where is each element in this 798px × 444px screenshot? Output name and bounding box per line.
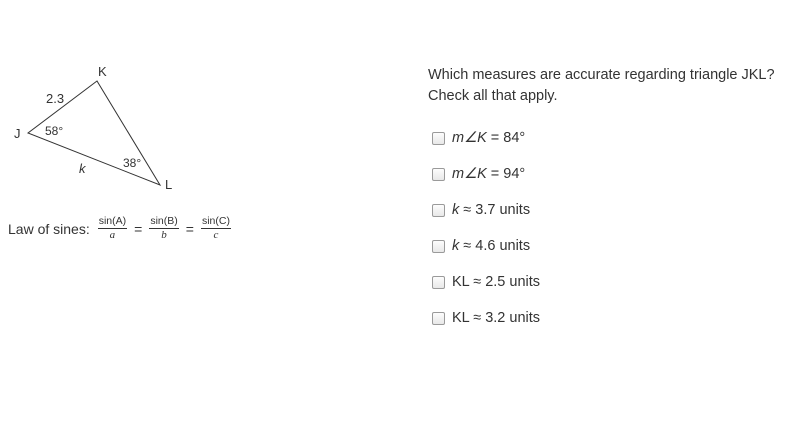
option-label: KL ≈ 2.5 units xyxy=(452,274,541,290)
answer-options xyxy=(432,120,540,336)
option-kl-3-2[interactable] xyxy=(432,300,540,336)
option-k-3-7[interactable] xyxy=(432,192,540,228)
vertex-label-k: K xyxy=(98,64,107,79)
question-instruction: Check all that apply. xyxy=(428,88,558,104)
fraction-denominator: c xyxy=(213,229,219,241)
vertex-label-l: L xyxy=(165,177,173,192)
option-kl-2-5[interactable] xyxy=(432,264,540,300)
option-label: m∠K = 84° xyxy=(452,130,526,146)
side-label-k: k xyxy=(79,161,86,176)
equals-sign: = xyxy=(185,220,194,237)
checkbox[interactable] xyxy=(432,168,445,181)
checkbox[interactable] xyxy=(432,204,445,217)
triangle-figure xyxy=(0,0,260,205)
fraction-numerator: sin(C) xyxy=(201,215,230,227)
fraction-sin-b xyxy=(149,215,178,242)
option-label: KL ≈ 3.2 units xyxy=(452,310,541,326)
law-of-sines xyxy=(8,215,233,242)
fraction-numerator: sin(A) xyxy=(98,215,127,227)
law-of-sines-label: Law of sines: xyxy=(8,220,90,237)
checkbox[interactable] xyxy=(432,312,445,325)
question-prompt xyxy=(428,65,793,107)
option-k-4-6[interactable] xyxy=(432,228,540,264)
option-label: k ≈ 4.6 units xyxy=(452,238,531,254)
fraction-sin-a xyxy=(98,215,127,242)
fraction-numerator: sin(B) xyxy=(150,215,178,227)
option-angle-k-94[interactable] xyxy=(432,156,540,192)
angle-label-j: 58° xyxy=(45,124,64,138)
fraction-sin-c xyxy=(201,215,231,242)
checkbox[interactable] xyxy=(432,132,445,145)
option-label: m∠K = 94° xyxy=(452,166,526,182)
checkbox[interactable] xyxy=(432,276,445,289)
vertex-label-j: J xyxy=(14,126,21,141)
angle-label-l: 38° xyxy=(123,156,142,170)
side-label-jk: 2.3 xyxy=(46,91,65,106)
checkbox[interactable] xyxy=(432,240,445,253)
fraction-denominator: a xyxy=(109,229,116,241)
option-label: k ≈ 3.7 units xyxy=(452,202,531,218)
equals-sign: = xyxy=(134,220,143,237)
option-angle-k-84[interactable] xyxy=(432,120,540,156)
fraction-denominator: b xyxy=(161,229,167,241)
question-text: Which measures are accurate regarding triangle JKL? xyxy=(428,67,775,83)
